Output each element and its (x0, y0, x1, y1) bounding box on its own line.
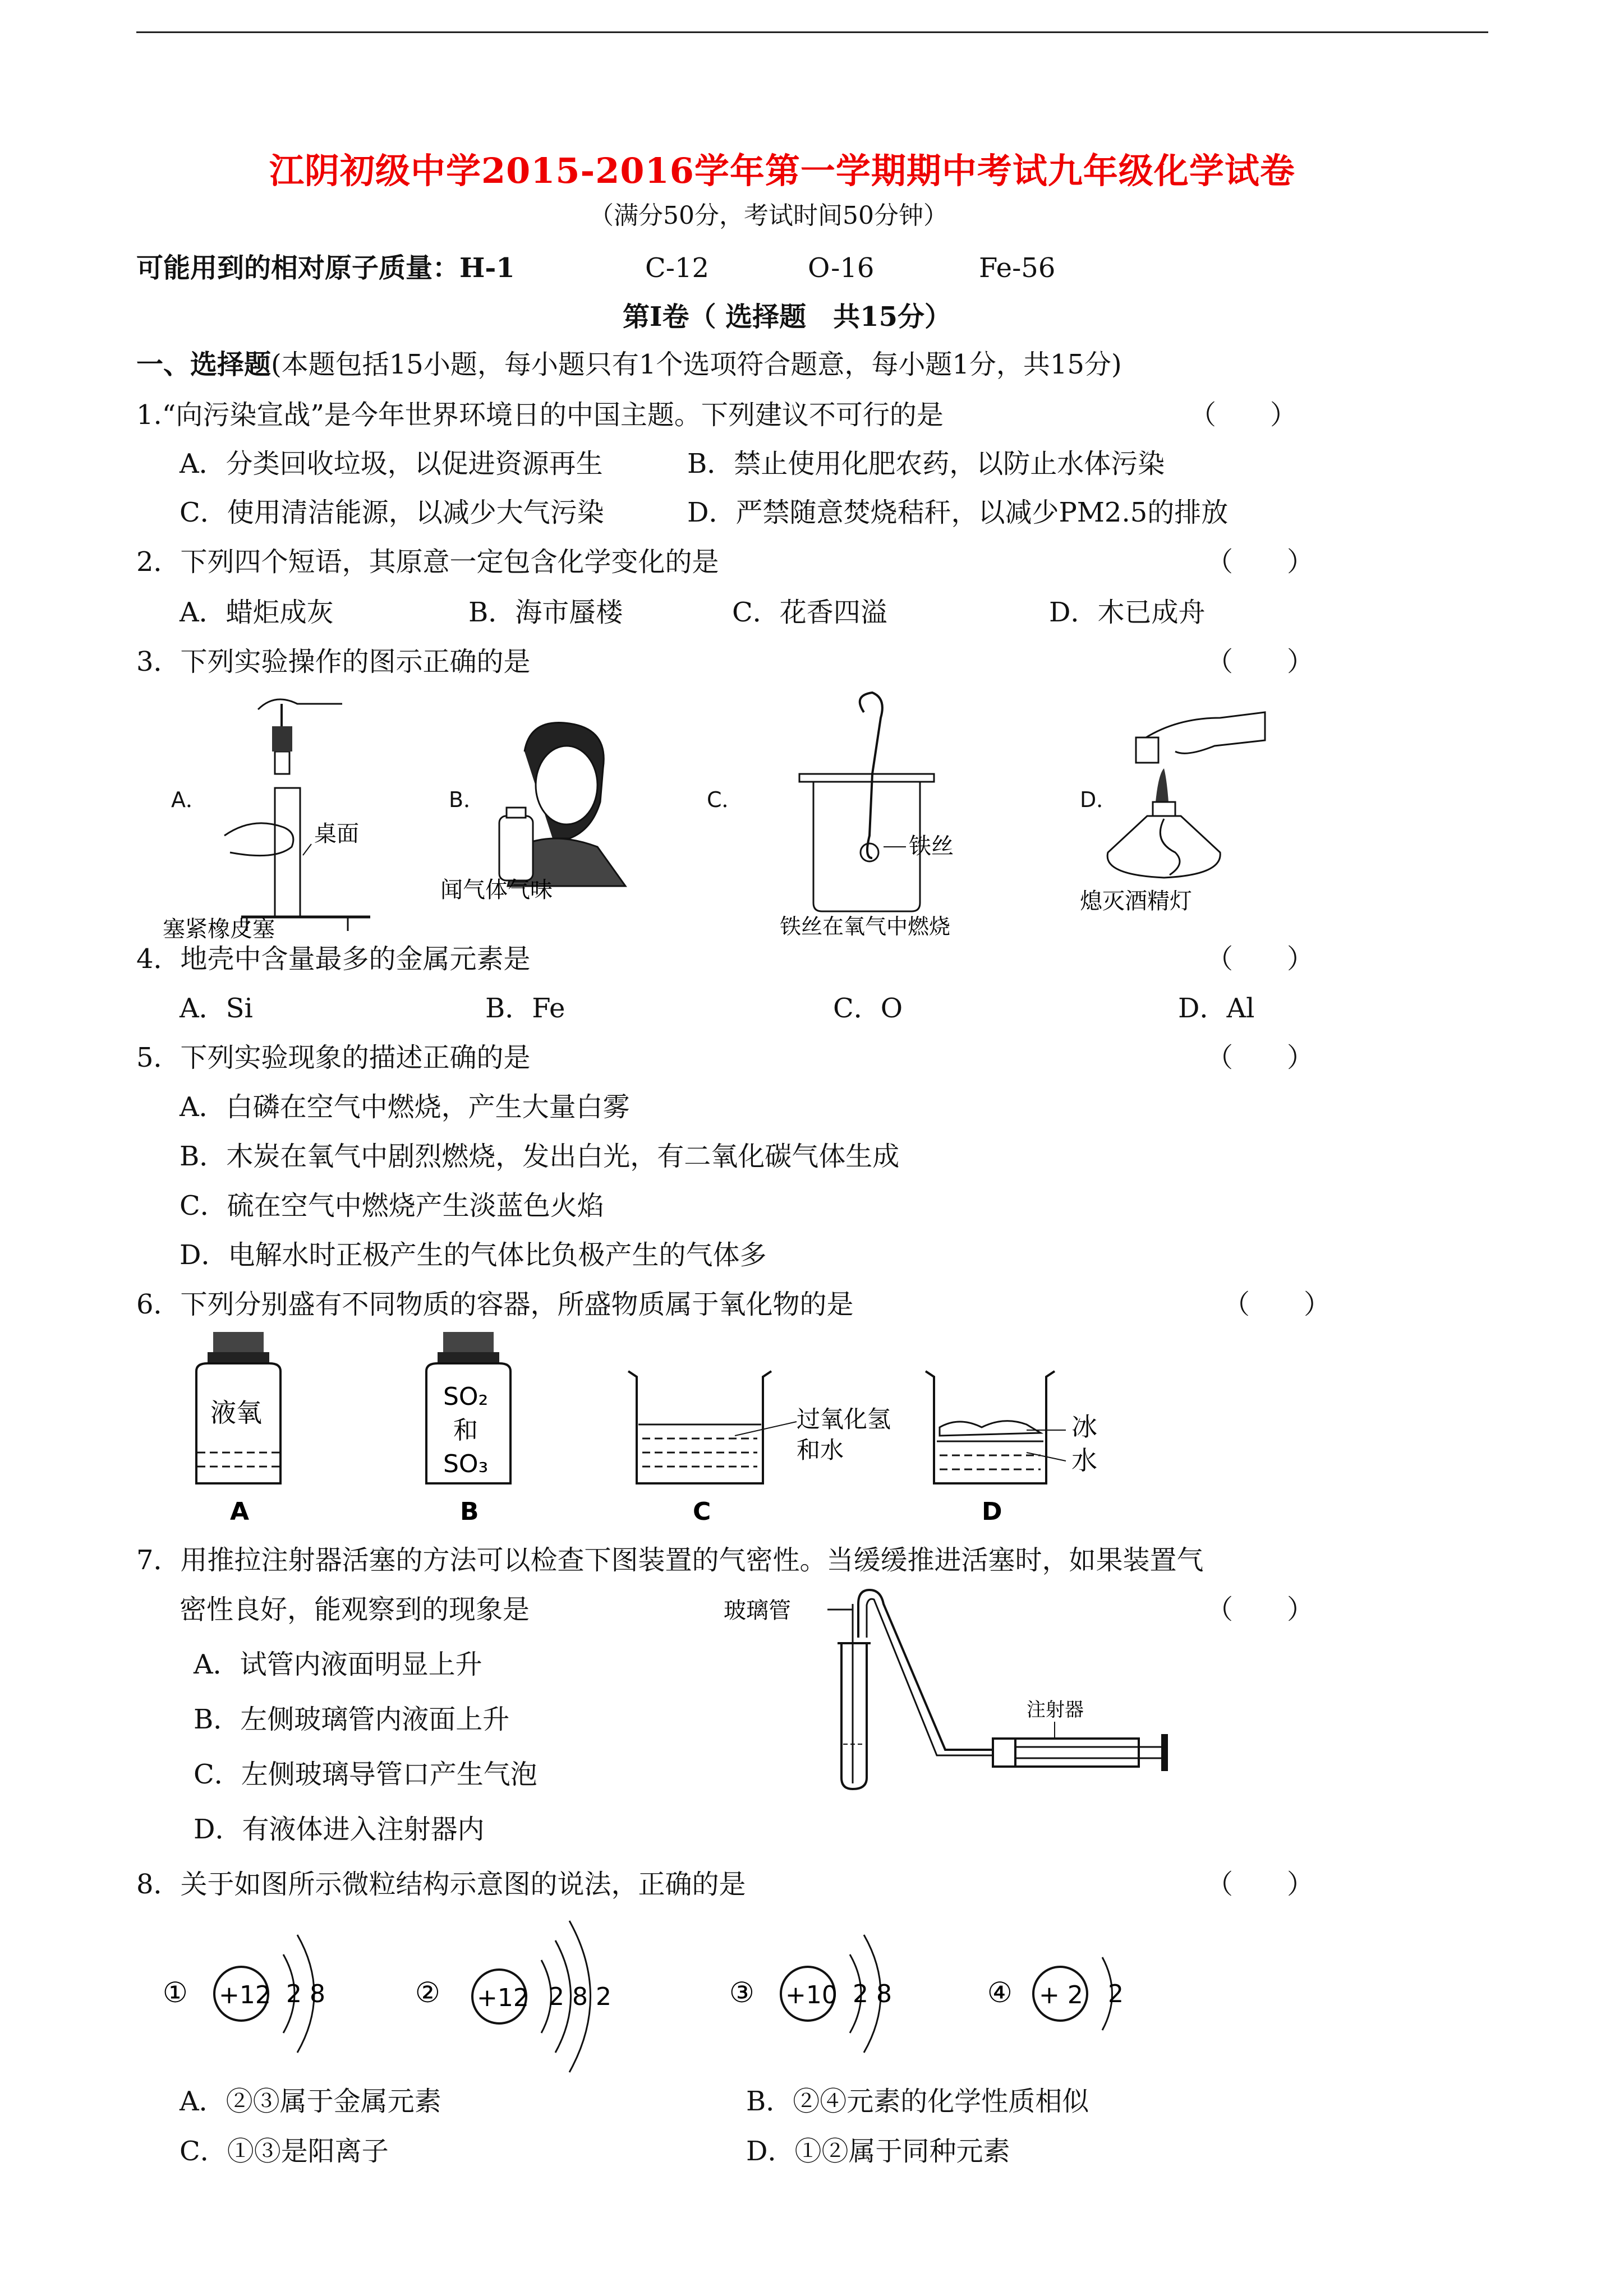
q5-option-d: D．电解水时正极产生的气体比负极产生的气体多 (180, 1239, 767, 1271)
q6-fig-a-text: 液氧 (210, 1398, 262, 1428)
q7-fig-syringe-label: 注射器 (1027, 1699, 1084, 1721)
atomic-mass-fe: Fe-56 (979, 252, 1056, 284)
q8-p4-electrons: 2 (1108, 1980, 1124, 2008)
q3-fig-c-caption: 铁丝在氧气中燃烧 (780, 914, 951, 937)
q4-option-d: D．Al (1178, 993, 1255, 1024)
q3-option-a: A． (171, 787, 207, 812)
q8-p3-index: ③ (729, 1976, 755, 2009)
q3-fig-c-label: 铁丝 (909, 833, 954, 859)
q6-fig-d-water: 水 (1071, 1445, 1097, 1476)
q3-paren: （ ） (1206, 646, 1314, 677)
part-label: 一、选择题 (136, 349, 272, 380)
section-title: 第Ⅰ卷（ 选择题 共15分） (623, 301, 951, 333)
q6-fig-d-ice: 冰 (1071, 1412, 1097, 1442)
q7-option-a: A．试管内液面明显上升 (194, 1649, 482, 1680)
figure-iron-wire-burning (774, 690, 987, 937)
q8-p2-index: ② (415, 1976, 440, 2009)
q8-p2-electrons: 2 8 2 (549, 1983, 611, 2011)
figure-extinguish-lamp (1080, 707, 1293, 920)
q2-option-a: A．蜡炬成灰 (180, 597, 334, 628)
q6-fig-b-so2: SO₂ (443, 1382, 489, 1411)
q8-stem: 8．关于如图所示微粒结构示意图的说法，正确的是 (136, 1869, 746, 1900)
q8-option-d: D．①②属于同种元素 (746, 2136, 1010, 2167)
q3-fig-a-label: 桌面 (314, 821, 359, 847)
q6-stem: 6．下列分别盛有不同物质的容器，所盛物质属于氧化物的是 (136, 1289, 854, 1320)
q5-option-c: C．硫在空气中燃烧产生淡蓝色火焰 (180, 1190, 604, 1221)
figure-smell-gas (440, 718, 642, 903)
figure-atom-structures (163, 1912, 1150, 2075)
part-desc: (本题包括15小题，每小题只有1个选项符合题意，每小题1分，共15分) (271, 349, 1122, 380)
q2-option-b: B．海市蜃楼 (468, 597, 623, 628)
q7-fig-tube-label: 玻璃管 (724, 1598, 791, 1624)
q5-paren: （ ） (1206, 1042, 1314, 1073)
page-title: 江阴初级中学2015-2016学年第一学期期中考试九年级化学试卷 (269, 150, 1295, 191)
q6-label-c: C (693, 1497, 711, 1526)
q3-option-d: D． (1080, 787, 1118, 812)
atomic-mass-o: O-16 (808, 252, 875, 284)
q1-option-b: B．禁止使用化肥农药，以防止水体污染 (687, 448, 1165, 480)
q1-option-d: D．严禁随意焚烧秸秆，以减少PM2.5的排放 (687, 497, 1229, 528)
q3-fig-b-caption: 闻气体气味 (440, 877, 553, 903)
q3-fig-d-caption: 熄灭酒精灯 (1080, 888, 1192, 914)
figure-stopper-tube (163, 693, 404, 939)
q4-stem: 4．地壳中含量最多的金属元素是 (136, 943, 531, 975)
q2-option-d: D．木已成舟 (1049, 597, 1206, 628)
q8-p4-index: ④ (987, 1976, 1013, 2009)
q8-paren: （ ） (1206, 1869, 1314, 1900)
q1-option-a: A．分类回收垃圾，以促进资源再生 (180, 448, 603, 480)
q7-paren: （ ） (1206, 1594, 1314, 1625)
q6-label-d: D (982, 1497, 1002, 1526)
q6-paren: （ ） (1223, 1289, 1331, 1320)
q8-option-b: B．②④元素的化学性质相似 (746, 2086, 1089, 2117)
q5-option-b: B．木炭在氧气中剧烈燃烧，发出白光，有二氧化碳气体生成 (180, 1141, 900, 1172)
q6-label-b: B (460, 1497, 479, 1526)
q6-fig-c-line1: 过氧化氢 (797, 1405, 891, 1433)
atomic-mass-label: 可能用到的相对原子质量：H-1 (136, 252, 515, 284)
q2-paren: （ ） (1206, 546, 1314, 578)
q3-stem: 3．下列实验操作的图示正确的是 (136, 646, 531, 677)
q7-stem-line2: 密性良好，能观察到的现象是 (180, 1594, 530, 1625)
q6-label-a: A (230, 1497, 250, 1526)
q6-fig-b-and: 和 (453, 1416, 478, 1445)
q1-stem: 1.“向污染宣战”是今年世界环境日的中国主题。下列建议不可行的是 (136, 399, 944, 431)
q1-option-c: C．使用清洁能源，以减少大气污染 (180, 497, 604, 528)
q6-fig-b-so3: SO₃ (443, 1450, 489, 1478)
q8-option-c: C．①③是阳离子 (180, 2136, 389, 2167)
figure-syringe-apparatus (724, 1587, 1189, 1800)
q5-option-a: A．白磷在空气中燃烧，产生大量白雾 (180, 1091, 630, 1123)
q4-option-c: C．O (833, 993, 903, 1024)
atomic-mass-c: C-12 (645, 252, 710, 284)
q2-option-c: C．花香四溢 (732, 597, 887, 628)
q8-option-a: A．②③属于金属元素 (180, 2086, 441, 2117)
q8-p1-index: ① (163, 1976, 188, 2009)
part-heading (136, 348, 1122, 381)
figure-containers (185, 1332, 1150, 1534)
q1-paren: （ ） (1189, 399, 1298, 431)
q2-stem: 2．下列四个短语，其原意一定包含化学变化的是 (136, 546, 719, 578)
top-rule (136, 31, 1488, 33)
q3-option-c: C． (707, 787, 743, 812)
q5-stem: 5．下列实验现象的描述正确的是 (136, 1042, 531, 1073)
q7-option-b: B．左侧玻璃管内液面上升 (194, 1704, 510, 1735)
q3-option-b: B． (449, 787, 485, 812)
q6-fig-c-line2: 和水 (797, 1436, 844, 1464)
q8-p2-nucleus: +12 (477, 1984, 529, 2012)
q8-p1-electrons: 2 8 (286, 1980, 325, 2008)
q7-option-c: C．左侧玻璃导管口产生气泡 (194, 1759, 537, 1790)
q7-stem-line1: 7．用推拉注射器活塞的方法可以检查下图装置的气密性。当缓缓推进活塞时，如果装置气 (136, 1545, 1204, 1576)
q8-p4-nucleus: + 2 (1039, 1981, 1083, 2009)
q8-p1-nucleus: +12 (219, 1981, 271, 2009)
q7-option-d: D．有液体进入注射器内 (194, 1814, 485, 1845)
q4-option-a: A．Si (180, 993, 253, 1024)
q8-p3-nucleus: +10 (785, 1981, 838, 2009)
q4-paren: （ ） (1206, 943, 1314, 975)
page-subtitle: （满分50分，考试时间50分钟） (589, 201, 948, 230)
q3-fig-a-caption: 塞紧橡皮塞 (163, 916, 275, 939)
q4-option-b: B．Fe (485, 993, 565, 1024)
q8-p3-electrons: 2 8 (853, 1980, 892, 2008)
